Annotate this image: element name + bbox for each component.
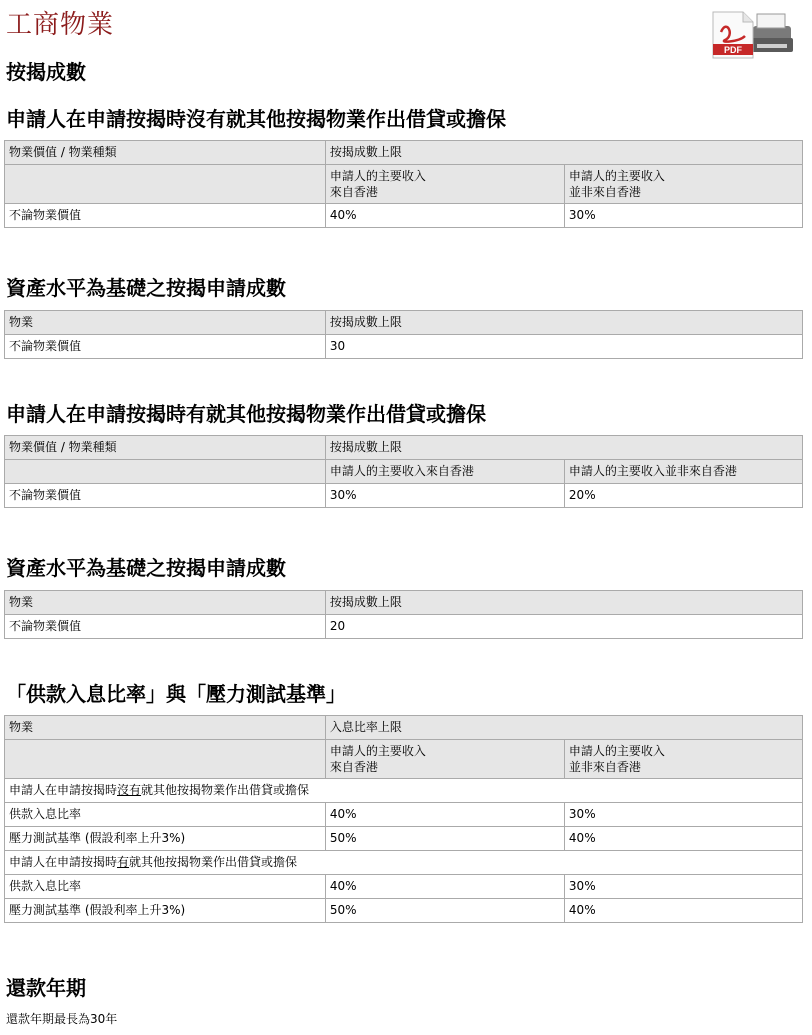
pdf-label: PDF [724, 45, 742, 55]
section4-title: 資產水平為基礎之按揭申請成數 [6, 556, 286, 580]
row-value: 30% [564, 875, 802, 899]
row-value: 30% [564, 803, 802, 827]
row-value: 50% [325, 827, 564, 851]
header-cell-empty [5, 460, 326, 484]
header-cell-empty [5, 165, 326, 204]
row-label: 壓力測試基準 (假設利率上升3%) [5, 827, 326, 851]
table-row [5, 827, 803, 851]
row-value: 20% [564, 484, 802, 508]
table-subheader-row [5, 165, 803, 204]
pdf-print-icon[interactable] [709, 8, 794, 60]
table-row [5, 899, 803, 923]
table-row [5, 803, 803, 827]
page-title: 工商物業 [6, 10, 115, 40]
row-value: 40% [325, 875, 564, 899]
header-cell: 按揭成數上限 [325, 141, 802, 165]
row-value: 40% [325, 204, 564, 228]
row-label: 不論物業價值 [5, 204, 326, 228]
header-cell: 物業 [5, 591, 326, 615]
header-cell: 物業價值 / 物業種類 [5, 141, 326, 165]
row-value: 20 [325, 615, 802, 639]
section1-table [4, 140, 803, 228]
table-header-row [5, 311, 803, 335]
table-row [5, 335, 803, 359]
main-heading: 按揭成數 [6, 60, 86, 84]
header-cell-empty [5, 740, 326, 779]
section1-title: 申請人在申請按揭時沒有就其他按揭物業作出借貸或擔保 [6, 107, 506, 131]
row-value: 30% [325, 484, 564, 508]
header-cell: 按揭成數上限 [325, 311, 802, 335]
row-label: 壓力測試基準 (假設利率上升3%) [5, 899, 326, 923]
header-cell: 按揭成數上限 [325, 436, 802, 460]
repayment-term-text: 還款年期最長為30年 [6, 1012, 118, 1026]
section6-title: 還款年期 [6, 976, 86, 1000]
row-value: 30 [325, 335, 802, 359]
row-label: 供款入息比率 [5, 875, 326, 899]
row-label: 不論物業價值 [5, 335, 326, 359]
header-cell: 物業 [5, 716, 326, 740]
section3-table [4, 435, 803, 508]
subheader-cell: 申請人的主要收入 來自香港 [325, 165, 564, 204]
subheader-cell: 申請人的主要收入來自香港 [325, 460, 564, 484]
header-cell: 入息比率上限 [325, 716, 802, 740]
table-header-row [5, 141, 803, 165]
row-label: 不論物業價值 [5, 484, 326, 508]
table-header-row [5, 716, 803, 740]
header-cell: 物業 [5, 311, 326, 335]
group-header-row [5, 851, 803, 875]
subheader-cell: 申請人的主要收入並非來自香港 [564, 460, 802, 484]
group-label: 申請人在申請按揭時有就其他按揭物業作出借貸或擔保 [5, 851, 803, 875]
row-value: 40% [325, 803, 564, 827]
table-header-row [5, 436, 803, 460]
table-row [5, 484, 803, 508]
header-cell: 物業價值 / 物業種類 [5, 436, 326, 460]
row-value: 50% [325, 899, 564, 923]
group-label: 申請人在申請按揭時沒有就其他按揭物業作出借貸或擔保 [5, 779, 803, 803]
subheader-cell: 申請人的主要收入 並非來自香港 [564, 165, 802, 204]
table-row [5, 615, 803, 639]
row-label: 供款入息比率 [5, 803, 326, 827]
section2-table [4, 310, 803, 359]
section5-table [4, 715, 803, 923]
table-row [5, 875, 803, 899]
section2-title: 資產水平為基礎之按揭申請成數 [6, 276, 286, 300]
subheader-cell: 申請人的主要收入 並非來自香港 [564, 740, 802, 779]
row-value: 30% [564, 204, 802, 228]
row-value: 40% [564, 899, 802, 923]
row-value: 40% [564, 827, 802, 851]
table-subheader-row [5, 740, 803, 779]
row-label: 不論物業價值 [5, 615, 326, 639]
header-cell: 按揭成數上限 [325, 591, 802, 615]
table-subheader-row [5, 460, 803, 484]
table-header-row [5, 591, 803, 615]
section5-title: 「供款入息比率」與「壓力測試基準」 [6, 682, 346, 706]
section3-title: 申請人在申請按揭時有就其他按揭物業作出借貸或擔保 [6, 402, 486, 426]
table-row [5, 204, 803, 228]
group-header-row [5, 779, 803, 803]
subheader-cell: 申請人的主要收入 來自香港 [325, 740, 564, 779]
section4-table [4, 590, 803, 639]
